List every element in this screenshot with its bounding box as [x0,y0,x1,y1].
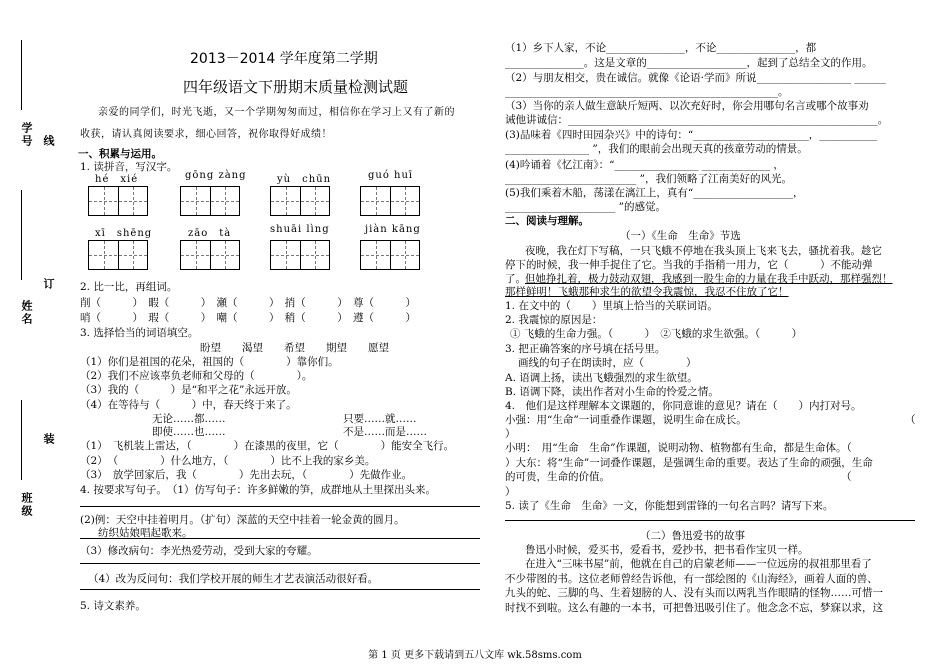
q4-2-example: (2)例：天空中挂着明月。（扩句）深蓝的天空中挂着一轮金黄的圆月。 [80,514,405,526]
q3-conj-1: （1） 飞机装上雷达，（ ）在漆黑的夜里，它（ ）能安全飞行。 [80,440,455,452]
poem-q1b: _______________。这是文章的___________________，起到了总结全文的作用。 [505,57,873,69]
conj-4: 不是……而是…… [343,426,427,438]
writing-box[interactable] [180,186,240,216]
reading-q1: 1. 在文中的（ ）里填上恰当的关联词语。 [505,300,718,312]
poem-q2b: ____________________________________________________。 [505,86,789,98]
answer-line[interactable] [80,589,480,590]
passage-a-title: （一）《生命 生命》节选 [620,230,741,242]
q3-item-3: （3）我的（ ）是“和平之花”永远开放。 [80,384,297,396]
reading-q3-option-a: A. 语调上扬，读出飞蛾强烈的求生欲望。 [505,372,698,384]
reading-q3-option-b: B. 语调下降，读出作者对小生命的怜爱之情。 [505,386,719,398]
passage-a-p3a: 了。 [505,273,526,285]
conj-2: 只要……就…… [343,413,417,425]
reading-q4-dadong-paren: ） [505,486,516,498]
margin-line-3 [21,400,22,480]
poem-q5: (4)吟诵着《忆江南》：“________________ _____________ ， [505,159,784,171]
side-label-xian: 线 [42,135,55,148]
reading-q4: 4. 他们是这样理解本文课题的，你同意谁的意见？请在（ ）内打对号。 [505,400,862,412]
side-label-zhuang: 装 [42,433,55,446]
passage-a-underlined-2: 那样鲜明！飞蛾那种求生的欲望令我震惊，我忍不住放了它！ [505,286,789,298]
poem-q4: (3)品味着《四时田园杂兴》中的诗句：“______________________，___________ [505,129,877,141]
writing-box[interactable] [270,186,330,216]
passage-b-title: （二）鲁迅爱书的故事 [640,530,745,542]
pinyin-6: zāo tà [188,228,232,239]
intro-line-2: 收获，请认真阅读要求，细心回答，祝你取得好成绩！ [80,129,332,140]
margin-line-2 [21,190,22,280]
q4-4: （4）改为反问句：我们学校开展的师生才艺表演活动很好看。 [88,573,379,585]
section-2-title: 二、阅读与理解。 [505,215,589,227]
pinyin-7: shuāi lìng [270,224,330,235]
passage-a-underlined-1: 但她挣扎着，极力鼓动双翅，我感到一股生命的力量在我手中跃动，那样强烈！ [525,273,893,285]
passage-b-p1: 鲁迅小时候，爱买书，爱看书，爱抄书，把书看作宝贝一样。 [525,544,809,556]
exam-year-title: 2013－2014 学年度第二学期 [190,51,378,67]
q2-label: 2. 比一比，再组词。 [80,281,178,293]
reading-q4-dadong: ）大东：将“生命”一词叠作课题，是强调生命的重要。表达了生命的顽强，生命 [505,457,873,469]
pinyin-3: yù chūn [277,174,332,185]
writing-box[interactable] [360,240,420,270]
conj-1: 无论……都…… [152,413,226,425]
poem-q3: （3）当你的亲人做生意缺斤短两、以次充好时，你会用哪句名言或哪个故事劝 [505,100,869,112]
conj-3: 即使……也…… [152,426,226,438]
side-label-banji: 班级 [20,492,33,518]
pinyin-1: hé xié [95,174,139,185]
q4-3: （3）修改病句：李光热爱劳动，受到大家的夸耀。 [80,545,318,557]
reading-q4-paren-open: （ [905,414,916,426]
pinyin-8: jiàn kāng [365,224,421,235]
reading-q2-options: ① 飞蛾的生命力强。（ ） ②飞蛾的求生欲强。（ ） [510,328,803,340]
poem-q6: (5)我们乘着木船，荡漾在漓江上，真有“___________________， [505,187,804,199]
writing-box[interactable] [88,186,148,216]
page-footer: 第 1 页 更多下载请到五八文库 wk.58sms.com [368,650,582,661]
reading-q4-paren-close: ） [505,428,516,440]
reading-q4-xiaoming: 小明： 用“生命 生命”作课题，说明动物、植物都有生命，都是生命体。（ [505,442,852,454]
side-label-ding: 订 [42,278,55,291]
passage-a-p2: 停下的时候，我一伸手捉住了它。当我的手指稍一用力，它（ ）不能动弹 [505,259,873,271]
q1-label: 1. 读拼音，写汉字。 [80,161,178,173]
poem-q6b: _____________________ ”的感觉。 [505,201,666,213]
reading-q2: 2. 我震惊的原因是： [505,314,603,326]
section-1-title: 一、积累与运用。 [78,148,162,160]
passage-b-p4: 九头的蛇、三脚的鸟、生着翅膀的人、没有头而以两乳当作眼睛的怪物……可惜一 [505,587,883,599]
q5-label: 5. 诗文素养。 [80,600,146,612]
q4-2-task: 纺织姑娘唱起歌来。 [98,527,193,539]
margin-line-1 [21,40,22,110]
q2-row-2: 哨（ ） 瑕（ ） 嘲（ ） 稍（ ） 遵（ ） [80,312,416,324]
q3-word-bank: 盼望 渴望 希望 期望 愿望 [200,342,389,354]
poem-q4b: ________________ ”，我们的眼前会出现天真的孩童劳动的情景。 [505,143,808,155]
q3-item-2: （2）我们不应该辜负老师和父母的（ ）。 [80,370,313,382]
reading-q5: 5. 读了《生命 生命》一文，你能想到雷锋的一句名言吗？请写下来。 [505,500,834,512]
q3-item-4: （4）在等待与（ ）中，春天终于来了。 [80,399,297,411]
reading-q3-prompt: 画线的句子在朗读时，应（ ） [518,357,697,369]
poem-q2: （2）与朋友相交，贵在诚信。就像《论语·学而》所说__________________ ______ [505,72,886,84]
passage-b-p2: 在进入“三味书屋”前，他就在自己的启蒙老师——一位远房的叔祖那里看了 [525,558,872,570]
passage-a-p1: 夜晚，我在灯下写稿，一只飞蛾不停地在我头顶上飞来飞去，骚扰着我。趁它 [525,245,882,257]
pinyin-4: guó huī [368,170,414,181]
answer-line[interactable] [505,520,915,521]
q2-row-1: 削（ ） 暇（ ） 瀬（ ） 捎（ ） 尊（ ） [80,297,416,309]
q3-label: 3. 选择恰当的词语填空。 [80,327,199,339]
side-label-xingming: 姓名 [20,300,33,326]
writing-box[interactable] [180,240,240,270]
answer-line[interactable] [80,506,480,507]
q4-label: 4. 按要求写句子。 （1）仿写句子：许多鲜嫩的笋，成群地从土里探出头来。 [80,484,437,496]
q3-conj-3: （3） 放学回家后，我（ ）先出去玩，（ ）先做作业。 [80,469,413,481]
q3-conj-2: （2） （ ）什么地方，（ ）比不上我的家乡美。 [80,455,376,467]
exam-title: 四年级语文下册期末质量检测试题 [183,78,409,96]
writing-box[interactable] [270,240,330,270]
q3-item-1: （1）你们是祖国的花朵，祖国的（ ）靠你们。 [80,356,339,368]
reading-q4-dadong-2: 的可贵，生命的价值。 （ [505,471,852,483]
reading-q4-xiaoqiang: 小强：用“生命”一词重叠作课题，说明生命在成长。 [505,414,747,426]
side-label-xuehao: 学号 [20,122,33,148]
poem-q3b: 诫他讲诚信：___________________________________________________________。 [505,114,889,126]
answer-line[interactable] [80,563,480,564]
passage-b-p5: 时找不到啦。这么有趣的一本书，可把鲁迅吸引住了。他念念不忘，梦寐以求，这 [505,602,883,614]
pinyin-5: xī shēng [95,228,153,239]
answer-line[interactable] [80,538,480,539]
writing-box[interactable] [88,240,148,270]
poem-q5b: _________________________ ”，我们领略了江南美好的风光。 [505,173,792,185]
passage-b-p3: 不少带图的书。这位老师曾经告诉他，有一部绘图的《山海经》，画着人面的兽、 [505,573,878,585]
poem-q1: （1）乡下人家，不论_______________，不论_______________，都 [505,42,817,54]
pinyin-2: gōng zàng [185,170,247,181]
intro-line-1: 亲爱的同学们，时光飞逝，又一个学期匆匆而过，相信你在学习上又有了新的 [98,107,455,118]
reading-q3: 3. 把正确答案的序号填在括号里。 [505,343,666,355]
writing-box[interactable] [360,186,420,216]
